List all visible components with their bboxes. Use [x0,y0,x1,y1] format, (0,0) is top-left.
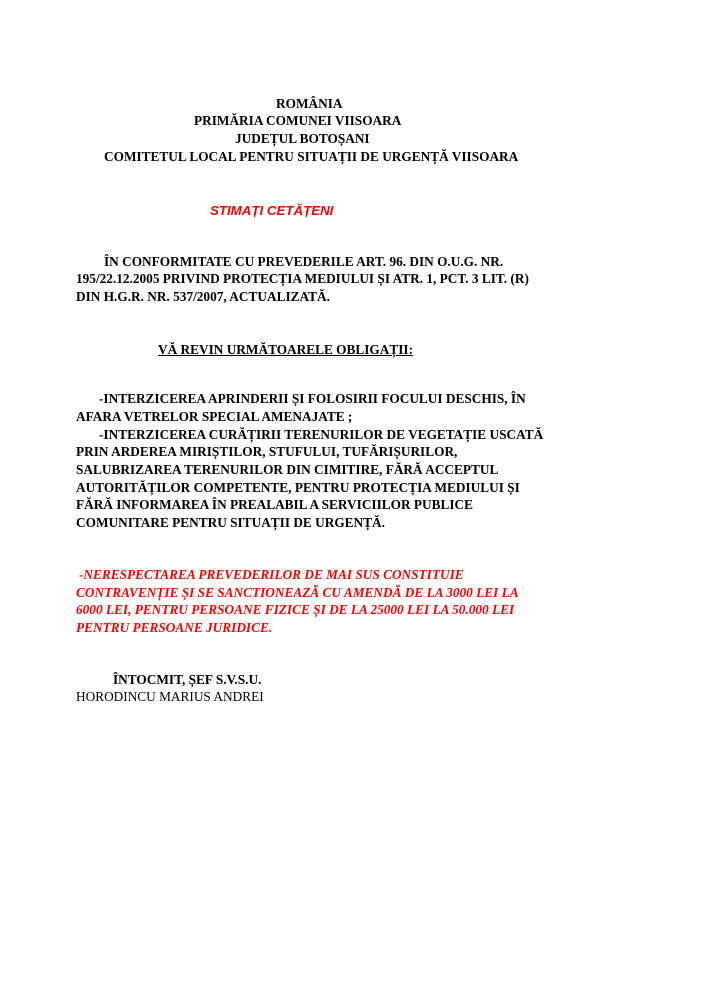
signature-role: ÎNTOCMIT, ȘEF S.V.S.U. [113,672,262,687]
legal-basis-line-2: 195/22.12.2005 PRIVIND PROTECȚIA MEDIULUI ȘI ATR. 1, PCT. 3 LIT. (R) [76,271,529,286]
obligation-line-4: PRIN ARDEREA MIRIȘTILOR, STUFULUI, TUFĂRIȘURILOR, [76,444,458,459]
header-county: JUDEȚUL BOTOȘANI [235,131,370,146]
header-committee: COMITETUL LOCAL PENTRU SITUAȚII DE URGENȚĂ VIISOARA [104,149,519,164]
obligation-line-6: AUTORITĂȚILOR COMPETENTE, PENTRU PROTECȚIA MEDIULUI ȘI [76,480,520,495]
header-country: ROMÂNIA [276,96,343,111]
obligations-heading: VĂ REVIN URMĂTOARELE OBLIGAȚII: [158,342,414,357]
sanction-line-3: 6000 LEI, PENTRU PERSOANE FIZICE ȘI DE LA 25000 LEI LA 50.000 LEI [76,602,515,617]
legal-basis-line-3: DIN H.G.R. NR. 537/2007, ACTUALIZATĂ. [76,289,330,304]
obligation-line-1: -INTERZICEREA APRINDERII ȘI FOLOSIRII FOCULUI DESCHIS, ÎN [99,391,526,406]
obligation-line-7: FĂRĂ INFORMAREA ÎN PREALABIL A SERVICIILOR PUBLICE [76,497,474,512]
obligation-line-5: SALUBRIZAREA TERENURILOR DIN CIMITIRE, FĂRĂ ACCEPTUL [76,462,499,477]
sanction-line-4: PENTRU PERSOANE JURIDICE. [76,620,273,635]
legal-basis-line-1: ÎN CONFORMITATE CU PREVEDERILE ART. 96. DIN O.U.G. NR. [104,254,504,269]
sanction-line-2: CONTRAVENȚIE ȘI SE SANCTIONEAZĂ CU AMENDĂ DE LA 3000 LEI LA [76,585,519,600]
obligation-line-8: COMUNITARE PENTRU SITUAȚII DE URGENȚĂ. [76,515,385,530]
obligation-line-3: -INTERZICEREA CURĂȚIRII TERENURILOR DE VEGETAȚIE USCATĂ [99,427,544,442]
signature-name: HORODINCU MARIUS ANDREI [76,689,264,704]
obligation-line-2: AFARA VETRELOR SPECIAL AMENAJATE ; [76,409,353,424]
header-city-hall: PRIMĂRIA COMUNEI VIISOARA [194,113,402,128]
salutation-title: STIMAȚI CETĂȚENI [210,203,334,218]
sanction-line-1: -NERESPECTAREA PREVEDERILOR DE MAI SUS CONSTITUIE [79,567,464,582]
